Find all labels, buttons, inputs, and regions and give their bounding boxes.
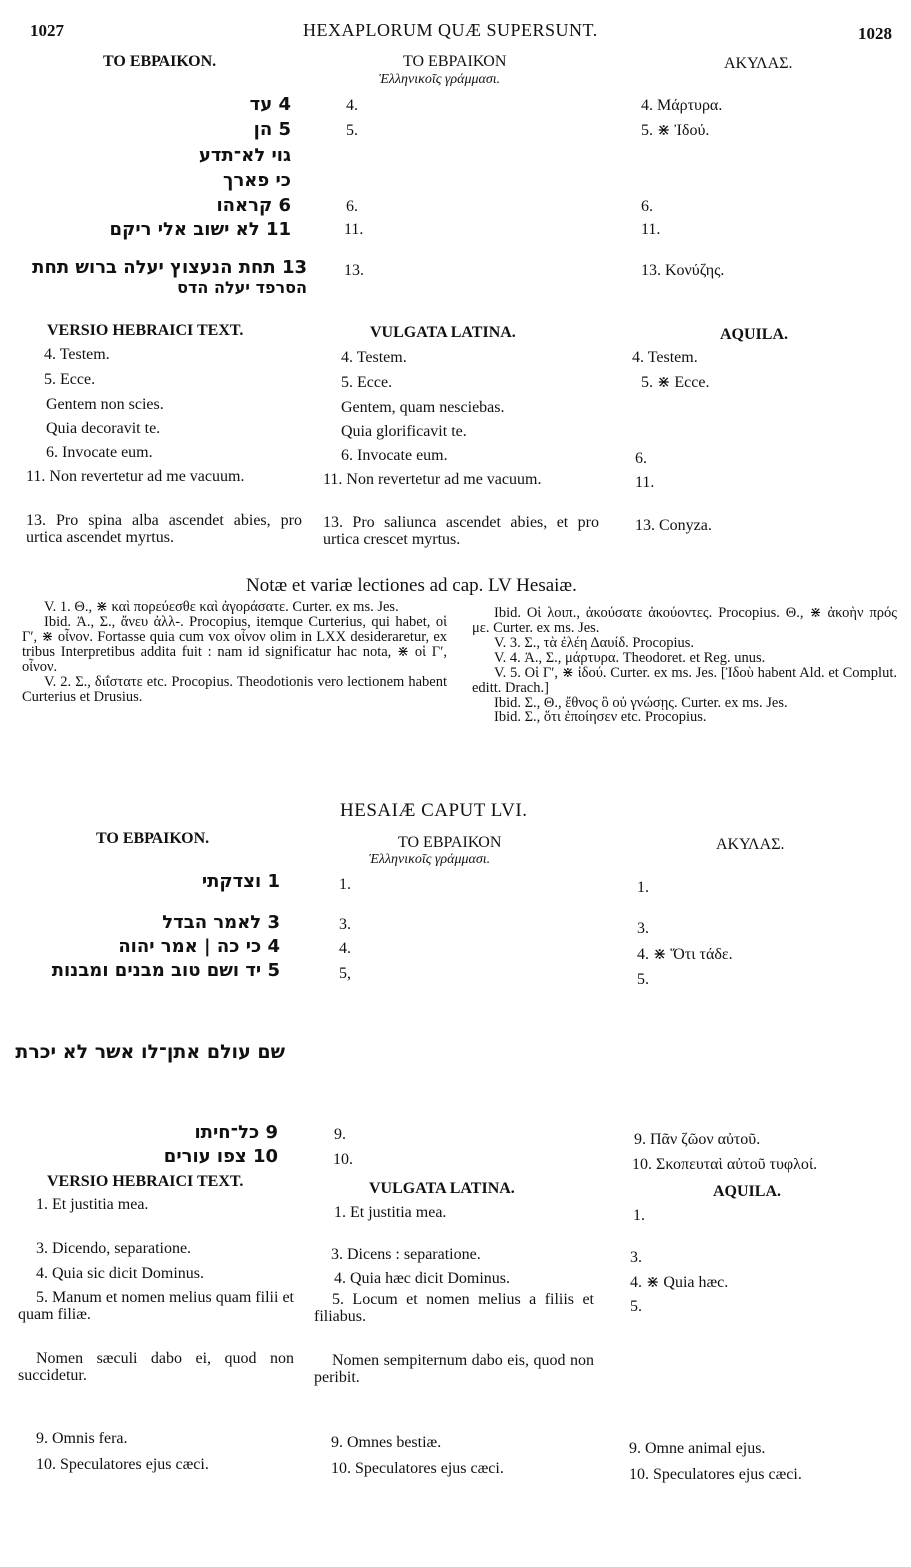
aquila-latin-line: 3. [630,1249,642,1266]
note-paragraph: Ibid. Οἱ λοιπ., ἀκούσατε ἀκούοντες. Procopius. Θ., ⋇ ἀκοὴν πρός με. Curter. ex ms. Jes. [472,605,897,636]
vulgata-line: 10. Speculatores ejus cæci. [331,1460,504,1477]
note-paragraph: Ibid. Σ., ὅτι ἐποίησεν etc. Procopius. [494,709,707,726]
note-paragraph: Ibid. Ἀ., Σ., ἄνευ ἀλλ-. Procopius, itemque Curterius, qui habet, οἱ Γʹ, ⋇ οἶνον. Fortasse quia cum vox οἶνον olim in LXX desideraretur, ex tribus Interpretibus addita fuit : nam id significatur hac nota, ⋇ οἱ Γʹ, οἶνον. [22,613,447,675]
hebrew-line: 10 צפו עורים [163,1146,278,1167]
translit-line: 4. [339,940,351,957]
aquila-latin-line: 9. Omne animal ejus. [629,1440,766,1457]
translit-line: 4. [346,97,358,114]
note-paragraph: V. 2. Σ., διΐστατε etc. Procopius. Theodotionis vero lectionem habent Curterius et Drusius. [22,673,447,705]
translit-line: 11. [344,221,364,238]
versio-line: 3. Dicendo, separatione. [36,1240,192,1257]
note-paragraph: V. 4. Ἀ., Σ., μάρτυρα. Theodoret. et Reg. unus. [494,649,766,666]
col-subhead-greek-letters: Ἑλληνικοῖς γράμμασι. [379,72,501,87]
aquila-latin-line: 5. [630,1298,642,1315]
page-number-left: 1027 [30,21,64,40]
latin-head-vulgata: VULGATA LATINA. [369,1180,515,1197]
translit-line: 9. [334,1126,346,1143]
col-head-hebrew-greek: ΤΟ ΕΒΡΑΙΚΟΝ [398,834,502,851]
hebrew-line: 4 עד [249,94,291,115]
versio-line: Quia decoravit te. [46,420,161,437]
vulgata-line: 11. Non revertetur ad me vacuum. [323,471,542,488]
notes-title: Notæ et variæ lectiones ad cap. LV Hesaiæ. [246,575,577,596]
hebrew-line: 6 קראהו [216,195,291,216]
col-head-aquila: ΑΚΥΛΑΣ. [716,836,785,853]
hebrew-line: 5 יד ושם טוב מבנים ומבנות [51,960,280,981]
vulgata-line: 6. Invocate eum. [341,447,448,464]
aquila-line: 9. Πᾶν ζῶον αὐτοῦ. [634,1131,761,1148]
notes-left-column [22,600,447,704]
hebrew-line: 3 לאמר הבדל [162,912,280,933]
latin-head-aquila: AQUILA. [713,1183,782,1200]
aquila-line: 4. Μάρτυρα. [641,97,723,114]
aquila-line: 4. ⋇ Ὅτι τάδε. [637,946,733,963]
latin-head-vulgata: VULGATA LATINA. [370,324,516,341]
latin-head-versio: VERSIO HEBRAICI TEXT. [47,1173,244,1190]
versio-line: 9. Omnis fera. [36,1430,128,1447]
translit-line: 5, [339,965,351,982]
vulgata-line: 9. Omnes bestiæ. [331,1434,442,1451]
aquila-line: 5. ⋇ Ἰδού. [641,122,710,139]
aquila-line: 11. [641,221,661,238]
page-number-right: 1028 [858,24,892,43]
vulgata-line: 3. Dicens : separatione. [331,1246,481,1263]
aquila-latin-line: 10. Speculatores ejus cæci. [629,1466,802,1483]
note-paragraph: V. 3. Σ., τὰ ἐλέη Δαυίδ. Procopius. [494,634,695,651]
versio-line: Gentem non scies. [46,396,164,413]
hebrew-line: 1 וצדקתי [201,871,280,892]
col-head-hebrew-greek: ΤΟ ΕΒΡΑΙΚΟΝ [403,53,507,70]
hebrew-line: גוי לא־תדע [198,145,291,166]
versio-line: 4. Testem. [44,346,110,363]
aquila-latin-line: 1. [633,1207,645,1224]
translit-line: 3. [339,916,351,933]
hebrew-line: 5 הן [253,119,291,140]
note-paragraph: V. 5. Οἱ Γʹ, ⋇ ἰδού. Curter. ex ms. Jes. [Ἰδοὺ habent Ald. et Complut. editt. Drach.] [472,664,897,696]
hebrew-line: כי פארך [223,170,291,191]
aquila-latin-line: 13. Conyza. [635,517,712,534]
vulgata-line: 13. Pro saliunca ascendet abies, et pro urtica crescet myrtus. [323,514,599,548]
col-head-aquila: ΑΚΥΛΑΣ. [724,55,793,72]
versio-line: 10. Speculatores ejus cæci. [36,1456,209,1473]
notes-right-column [472,606,897,725]
latin-head-aquila: AQUILA. [720,326,789,343]
aquila-line: 5. [637,971,649,988]
versio-line: 5. Ecce. [44,371,96,388]
vulgata-line: 4. Quia hæc dicit Dominus. [334,1270,510,1287]
translit-line: 13. [344,262,364,279]
running-title: HEXAPLORUM QUÆ SUPERSUNT. [303,20,598,40]
aquila-latin-line: 4. Testem. [632,349,698,366]
hebrew-line: 13 תחת הנעצוץ יעלה ברוש תחת [32,257,307,278]
note-paragraph: V. 1. Θ., ⋇ καὶ πορεύεσθε καὶ ἀγοράσατε. Curter. ex ms. Jes. [44,599,399,615]
hebrew-line: 11 לא ישוב אלי ריקם [109,219,291,240]
versio-line: 4. Quia sic dicit Dominus. [36,1265,204,1282]
hebrew-line: הסרפד יעלה הדס [177,278,307,297]
hebrew-line: 9 כל־חיתו [194,1122,278,1143]
col-subhead-greek-letters: Ἑλληνικοῖς γράμμασι. [369,852,491,867]
aquila-line: 3. [637,920,649,937]
translit-line: 5. [346,122,358,139]
aquila-latin-line: 4. ⋇ Quia hæc. [630,1274,729,1291]
aquila-line: 13. Κονύζης. [641,262,725,279]
vulgata-line: Quia glorificavit te. [341,423,467,440]
col-head-hebrew: ΤΟ ΕΒΡΑΙΚΟΝ. [96,830,210,847]
versio-line: Nomen sæculi dabo ei, quod non succidetur. [18,1350,294,1384]
aquila-line: 6. [641,198,653,215]
versio-line: 11. Non revertetur ad me vacuum. [26,468,245,485]
vulgata-line: Nomen sempiternum dabo eis, quod non peribit. [314,1352,594,1386]
aquila-latin-line: 6. [635,450,647,467]
versio-line: 5. Manum et nomen melius quam filii et quam filiæ. [18,1289,294,1323]
vulgata-line: 5. Locum et nomen melius a filiis et filiabus. [314,1291,594,1325]
vulgata-line: 1. Et justitia mea. [334,1204,447,1221]
hebrew-line: שם עולם אתן־לו אשר לא יכרת [15,1041,285,1063]
translit-line: 10. [333,1151,353,1168]
vulgata-line: Gentem, quam nesciebas. [341,399,505,416]
aquila-line: 1. [637,879,649,896]
latin-head-versio: VERSIO HEBRAICI TEXT. [47,322,244,339]
versio-line: 13. Pro spina alba ascendet abies, pro urtica ascendet myrtus. [26,512,302,546]
translit-line: 1. [339,876,351,893]
vulgata-line: 5. Ecce. [341,374,393,391]
aquila-line: 10. Σκοπευταὶ αὐτοῦ τυφλοί. [632,1156,818,1173]
vulgata-line: 4. Testem. [341,349,407,366]
versio-line: 1. Et justitia mea. [36,1196,149,1213]
note-paragraph: Ibid. Σ., Θ., ἔθνος ὃ οὐ γνώσῃς. Curter. ex ms. Jes. [494,694,788,711]
hebrew-line: 4 כי כה | אמר יהוה [118,936,280,957]
translit-line: 6. [346,198,358,215]
col-head-hebrew: ΤΟ ΕΒΡΑΙΚΟΝ. [103,53,217,70]
aquila-latin-line: 5. ⋇ Ecce. [641,374,710,391]
versio-line: 6. Invocate eum. [46,444,153,461]
aquila-latin-line: 11. [635,474,655,491]
chapter-title: HESAIÆ CAPUT LVI. [340,800,528,821]
